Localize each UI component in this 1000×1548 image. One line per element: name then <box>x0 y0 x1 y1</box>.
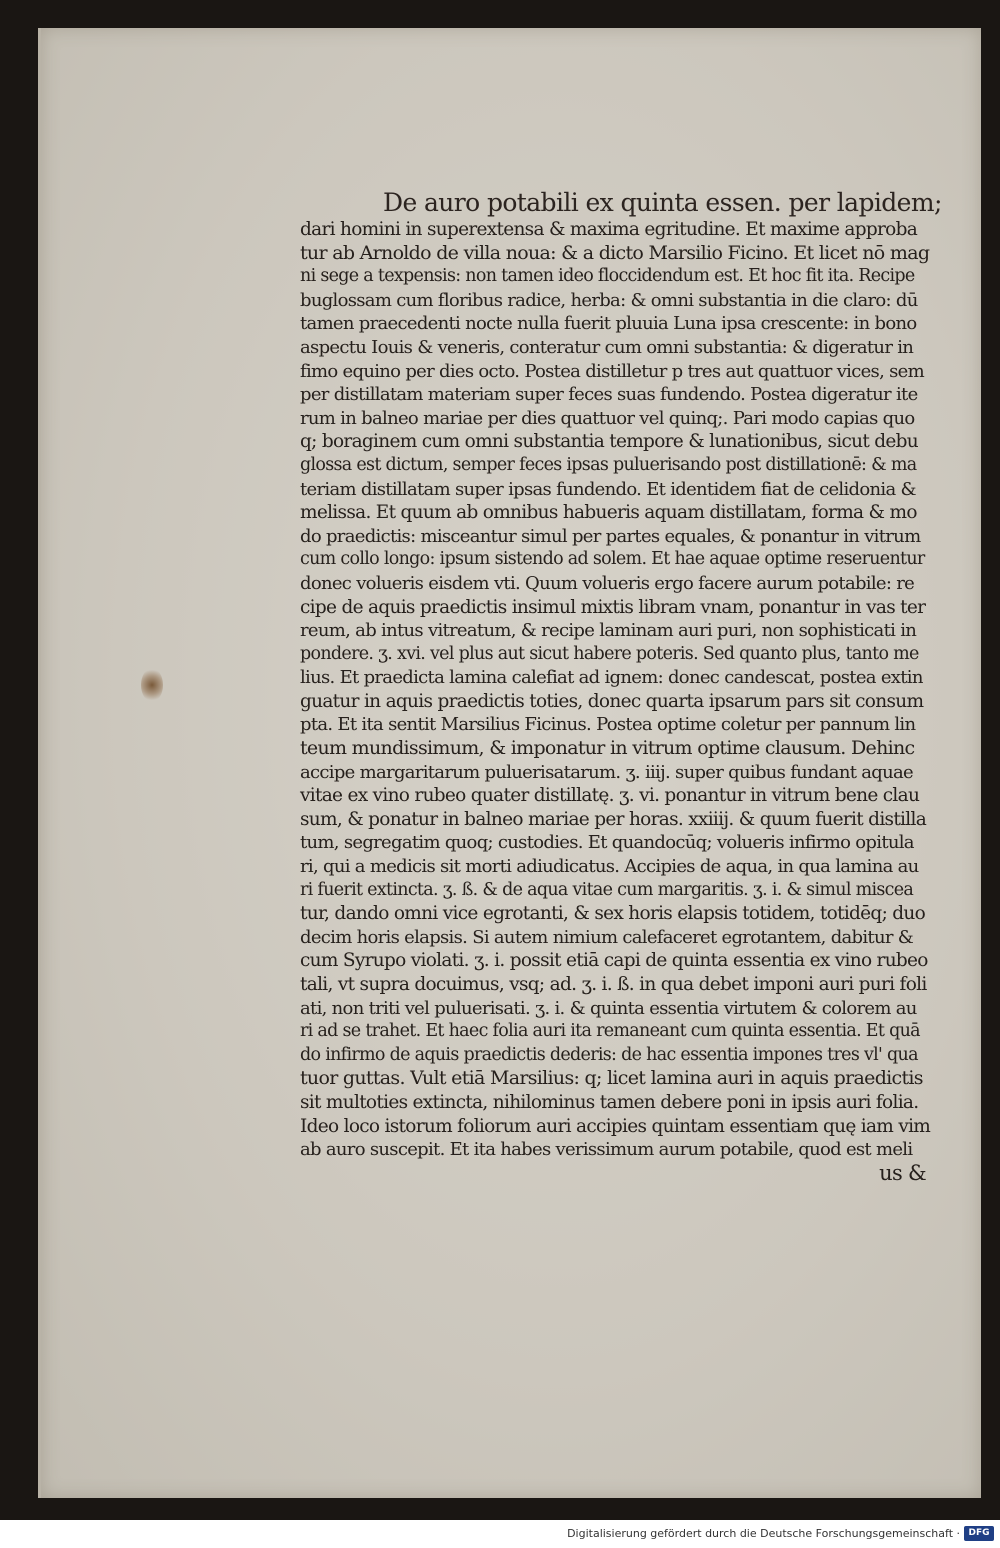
text-line: cipe de aquis praedictis insimul mixtis libram vnam, ponantur in vas ter <box>300 596 926 618</box>
text-line: per distillatam materiam super feces suas fundendo. Postea digeratur ite <box>300 384 918 406</box>
text-line: q; boraginem cum omni substantia tempore & lunationibus, sicut debu <box>300 431 919 453</box>
text-line: ni sege a texpensis: non tamen ideo floccidendum est. Et hoc fit ita. Recipe <box>300 266 915 287</box>
text-line: dari homini in superextensa & maxima egritudine. Et maxime approba <box>300 219 918 240</box>
text-line: ati, non triti vel puluerisati. ʒ. i. & quinta essentia virtutem & colorem au <box>300 997 917 1019</box>
text-line: reum, ab intus vitreatum, & recipe laminam auri puri, non sophisticati in <box>300 620 917 642</box>
text-line: do praedictis: misceantur simul per partes equales, & ponantur in vitrum <box>300 525 921 547</box>
text-line: ab auro suscepit. Et ita habes verissimum aurum potabile, quod est meli <box>300 1139 913 1161</box>
text-line: rum in balneo mariae per dies quattuor vel quinq;. Pari modo capias quo <box>300 407 915 429</box>
text-line: decim horis elapsis. Si autem nimium calefaceret egrotantem, dabitur & <box>300 926 914 948</box>
text-line: ri, qui a medicis sit morti adiudicatus. Accipies de aqua, in qua lamina au <box>300 856 919 878</box>
running-head: De auro potabili ex quinta essen. per lapidem; <box>383 188 942 217</box>
text-line: ri fuerit extincta. ʒ. ß. & de aqua vitae cum margaritis. ʒ. i. & simul miscea <box>300 879 914 900</box>
text-line: pta. Et ita sentit Marsilius Ficinus. Postea optime coletur per pannum lin <box>300 714 916 736</box>
text-line: sit multoties extincta, nihilominus tamen debere poni in ipsis auri folia. <box>300 1091 919 1113</box>
text-line: guatur in aquis praedictis toties, donec quarta ipsarum pars sit consum <box>300 690 924 712</box>
text-line: teum mundissimum, & imponatur in vitrum optime clausum. Dehinc <box>300 737 915 760</box>
text-line: cum Syrupo violati. ʒ. i. possit etiā capi de quinta essentia ex vino rubeo <box>300 950 928 972</box>
text-line: fimo equino per dies octo. Postea distilletur p tres aut quattuor vices, sem <box>300 360 924 382</box>
text-line: Ideo loco istorum foliorum auri accipies quintam essentiam quę iam vim <box>300 1115 931 1137</box>
text-line: tali, vt supra docuimus, vsq; ad. ʒ. i. ß. in qua debet imponi auri puri foli <box>300 974 927 995</box>
text-line: pondere. ʒ. xvi. vel plus aut sicut habere poteris. Sed quanto plus, tanto me <box>300 643 919 664</box>
text-line: cum collo longo: ipsum sistendo ad solem. Et hae aquae optime reseruentur <box>300 549 925 570</box>
text-line: teriam distillatam super ipsas fundendo. Et identidem fiat de celidonia & <box>300 478 916 500</box>
text-line: tamen praecedenti nocte nulla fuerit pluuia Luna ipsa crescente: in bono <box>300 313 917 335</box>
ink-stain <box>141 668 163 702</box>
text-line: do infirmo de aquis praedictis dederis: de hac essentia impones tres vl' qua <box>300 1044 918 1065</box>
funding-credit: Digitalisierung gefördert durch die Deutsche Forschungsgemeinschaft · <box>567 1527 960 1540</box>
catchword: us & <box>879 1160 926 1185</box>
dfg-logo-icon: DFG <box>964 1526 994 1541</box>
text-line: tur ab Arnoldo de villa noua: & a dicto Marsilio Ficino. Et licet nō mag <box>300 241 930 264</box>
text-line: vitae ex vino rubeo quater distillatę. ʒ. vi. ponantur in vitrum bene clau <box>300 785 920 807</box>
text-line: tum, segregatim quoq; custodies. Et quandocūq; volueris infirmo opitula <box>300 832 914 854</box>
text-line: buglossam cum floribus radice, herba: & omni substantia in die claro: dū <box>300 289 918 311</box>
text-line: glossa est dictum, semper feces ipsas puluerisando post distillationē: & ma <box>300 454 917 475</box>
body-text <box>300 218 930 1185</box>
text-line: ri ad se trahet. Et haec folia auri ita remaneant cum quinta essentia. Et quā <box>300 1021 920 1042</box>
text-line: tur, dando omni vice egrotanti, & sex horis elapsis totidem, totidēq; duo <box>300 903 926 925</box>
text-line: sum, & ponatur in balneo mariae per horas. xxiiij. & quum fuerit distilla <box>300 808 927 830</box>
text-line: aspectu Iouis & veneris, conteratur cum omni substantia: & digeratur in <box>300 336 914 358</box>
text-line: accipe margaritarum puluerisatarum. ʒ. iiij. super quibus fundant aquae <box>300 761 913 783</box>
text-line: melissa. Et quum ab omnibus habueris aquam distillatam, forma & mo <box>300 502 917 524</box>
text-line: lius. Et praedicta lamina calefiat ad ignem: donec candescat, postea extin <box>300 667 923 689</box>
text-line: donec volueris eisdem vti. Quum volueris ergo facere aurum potabile: re <box>300 572 915 594</box>
text-line: tuor guttas. Vult etiā Marsilius: q; licet lamina auri in aquis praedictis <box>300 1067 923 1090</box>
footer-bar <box>0 1520 1000 1548</box>
